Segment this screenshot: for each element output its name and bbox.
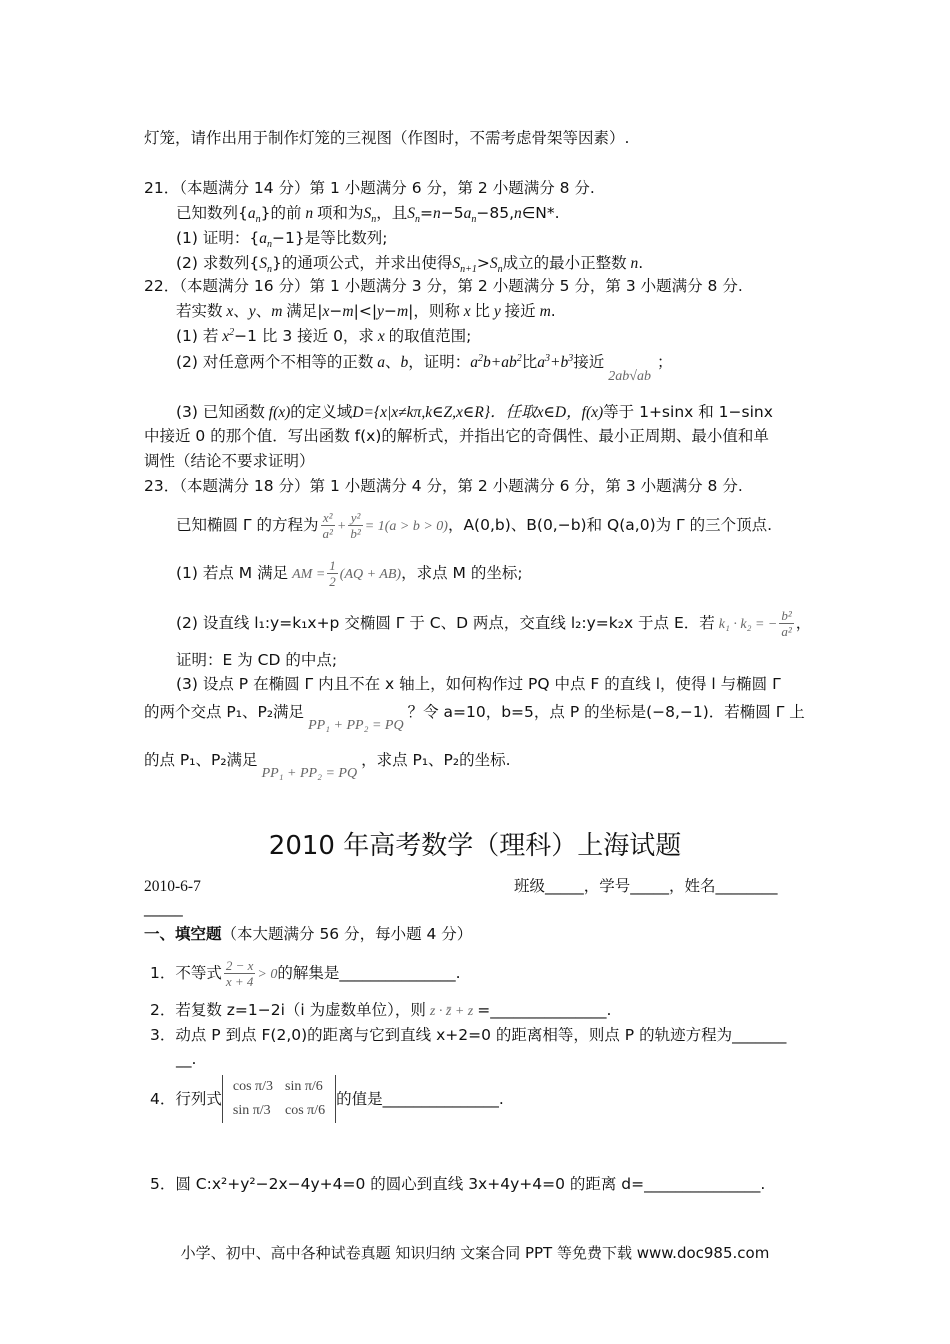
q22-header: 22．（本题满分 16 分）第 1 小题满分 3 分，第 2 小题满分 5 分，第 3 小题满分 8 分. — [144, 277, 743, 295]
fill-3: 3．动点 P 到点 F(2,0)的距离与它到直线 x+2=0 的距离相等，则点 P 的轨迹方程为_______ — [150, 1026, 787, 1044]
q22-part3: (3) 已知函数 f(x)的定义域D={x|x≠kπ,k∈Z,x∈R}．任取x∈D，f(x)等于 1+sinx 和 1−sinx — [176, 403, 773, 421]
lantern-line: 灯笼，请作出用于制作灯笼的三视图（作图时，不需考虑骨架等因素）. — [144, 129, 630, 147]
frac-inequality: $\frac{2 - x}{x + 4}$ — [225, 958, 254, 989]
frac-y2-b2: $\frac{\text{y²}}{\text{b²}}$ — [350, 510, 361, 541]
fill-5: 5．圆 C:x²+y²−2x−4y+4=0 的圆心到直线 3x+4y+4=0 的距离 d=_______________. — [150, 1175, 766, 1193]
q23-premise: 已知椭圆 Γ 的方程为 $\frac{\text{x²}}{\text{a²}}$ + $\frac{\text{y²}}{\text{b²}}$ = 1(a > b > 0)，A(0,b)、B(0,−b)和 Q(a,0)为 Γ 的三个顶点. — [176, 510, 773, 541]
fill-3-cont: __. — [176, 1050, 197, 1068]
exam-date: 2010-6-7 — [144, 878, 201, 895]
q22-part2: (2) 对任意两个不相等的正数 a、b，证明：$a^2b+ab^2$比$a^3+b^3$接近2ab√ab； — [176, 352, 673, 384]
footer-ad: 小学、初中、高中各种试卷真题 知识归纳 文案合同 PPT 等免费下载 www.doc985.com — [180, 1244, 770, 1262]
frac-half: $\frac{1}{2}$ — [329, 558, 336, 589]
section-heading: 一、填空题（本大题满分 56 分，每小题 4 分） — [144, 925, 473, 943]
fill-2: 2．若复数 z=1−2i（i 为虚数单位），则 z · z̄ + z =_______________. — [150, 1001, 612, 1019]
q21-part2: (2) 求数列$\{S_n\}$的通项公式，并求出使得$S_{n+1}>S_n$成立的最小正整数 n. — [176, 254, 644, 276]
q22-premise: 若实数 x、y、m 满足|x−m|<|y−m|，则称 x 比 y 接近 m. — [176, 302, 556, 320]
fill-4: 4．行列式 cos π/3 sin π/6 sin π/3 cos π/6 的值是_______________. — [150, 1075, 504, 1165]
frac-x2-a2: $\frac{\text{x²}}{\text{a²}}$ — [322, 510, 333, 541]
q23-part1: (1) 若点 M 满足 AM = $\frac{1}{2}$ (AQ + AB)，求点 M 的坐标; — [176, 558, 523, 589]
q21-header: 21．（本题满分 14 分）第 1 小题满分 6 分，第 2 小题满分 8 分. — [144, 179, 595, 197]
q21-premise: 已知数列$\{a_n\}$的前 n 项和为$S_n$，且$S_n=n-5a_n-85,n\in N*$. — [176, 204, 560, 226]
q23-part2-conclusion: 证明：E 为 CD 的中点; — [176, 651, 338, 669]
exam-title: 2010 年高考数学（理科）上海试题 — [268, 831, 682, 861]
q22-part3-cont1: 中接近 0 的那个值．写出函数 f(x)的解析式，并指出它的奇偶性、最小正周期、最小值和单 — [144, 427, 769, 445]
q23-header: 23．（本题满分 18 分）第 1 小题满分 4 分，第 2 小题满分 6 分，第 3 小题满分 8 分. — [144, 477, 743, 495]
q22-part3-cont2: 调性（结论不要求证明） — [144, 452, 315, 470]
sqrt-expression: 2ab√ab — [608, 369, 651, 384]
q23-part2: (2) 设直线 l₁:y=k₁x+p 交椭圆 Γ 于 C、D 两点，交直线 l₂:y=k₂x 于点 E．若 k₁ · k₂ = − $\frac{\text{b²}}{\text{a²}}$ ， — [176, 608, 812, 639]
exam-fields: 班级_____，学号_____，姓名________ — [514, 877, 778, 895]
q22-part1: (1) 若 $x^2-1$ 比 3 接近 0，求 x 的取值范围; — [176, 326, 472, 345]
exam-fields-cont: _____ — [144, 899, 183, 917]
fill-1: 1．不等式 $\frac{2 - x}{x + 4}$ > 0的解集是_______________. — [150, 958, 461, 989]
frac-b2-a2: $\frac{\text{b²}}{\text{a²}}$ — [781, 608, 792, 639]
q23-part3-cont2: 的点 P₁、P₂满足PP₁ + PP₂ = PQ，求点 P₁、P₂的坐标. — [144, 751, 511, 781]
q21-part1: (1) 证明：$\{a_n-1\}$是等比数列; — [176, 229, 388, 251]
q23-part3: (3) 设点 P 在椭圆 Γ 内且不在 x 轴上，如何构作过 PQ 中点 F 的直线 l，使得 l 与椭圆 Γ — [176, 675, 781, 693]
q23-part3-cont1: 的两个交点 P₁、P₂满足PP₁ + PP₂ = PQ？令 a=10，b=5，点 P 的坐标是(−8,−1)．若椭圆 Γ 上 — [144, 703, 805, 733]
determinant: cos π/3 sin π/6 sin π/3 cos π/6 — [222, 1075, 336, 1123]
